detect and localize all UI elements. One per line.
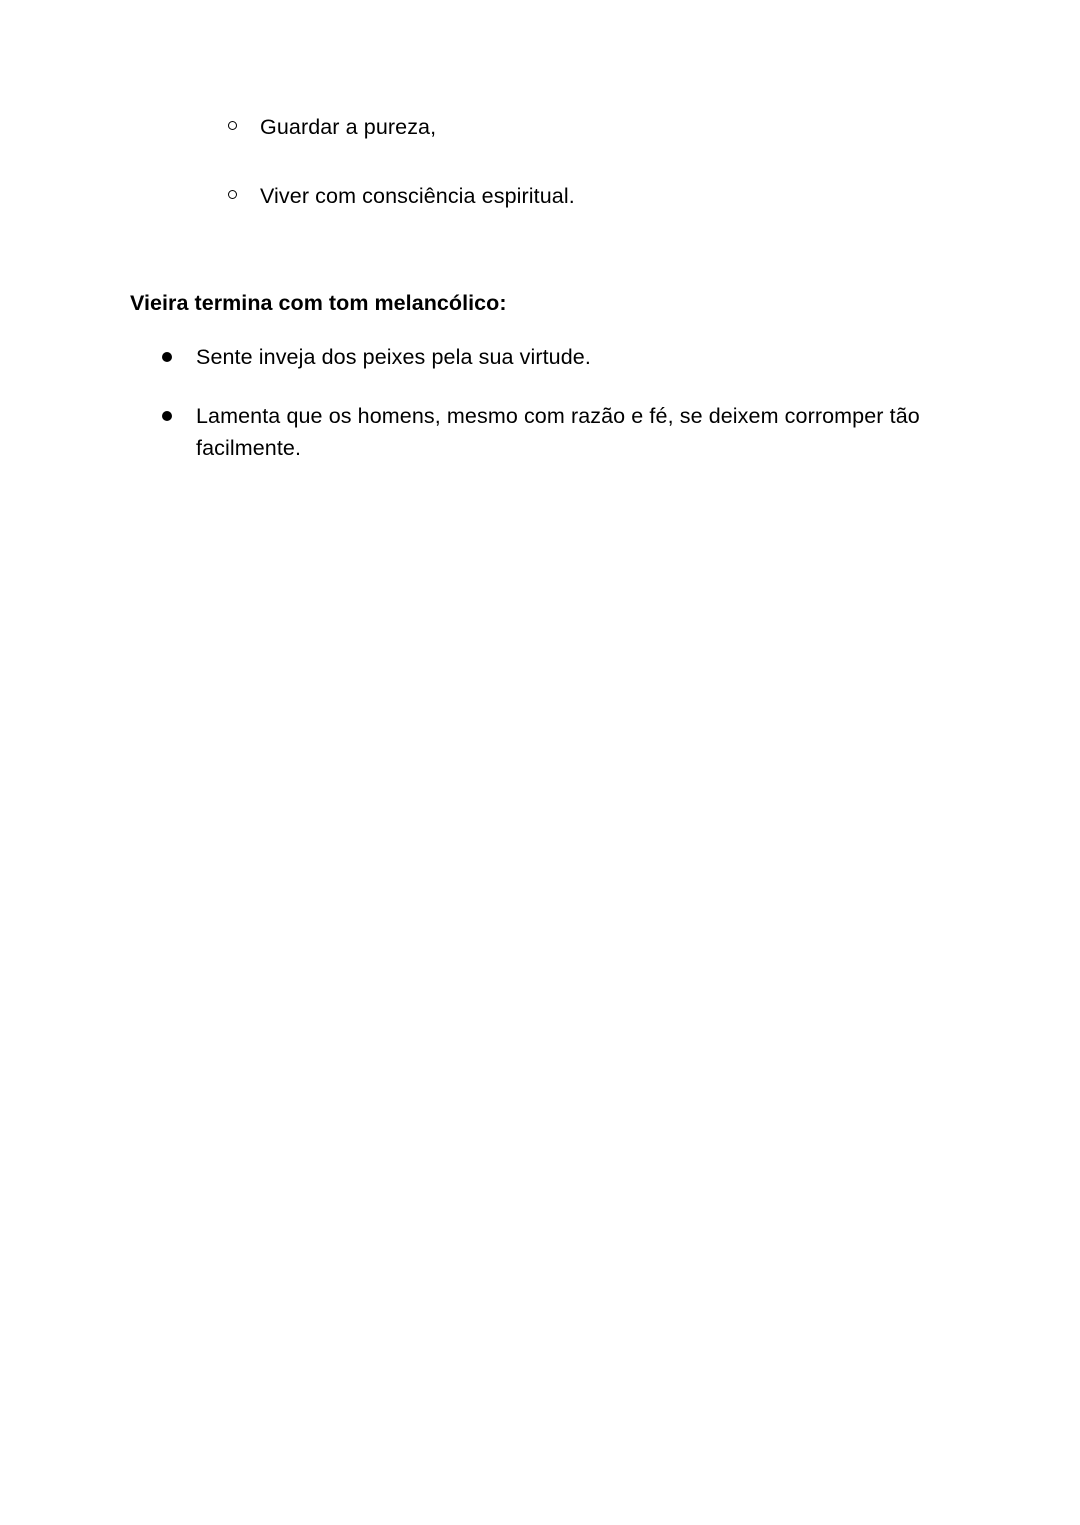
sub-bullet-list	[130, 112, 950, 212]
disc-bullet-icon	[162, 352, 172, 362]
list-item-text: Lamenta que os homens, mesmo com razão e fé, se deixem corromper tão facilmente.	[196, 404, 920, 460]
document-content	[130, 112, 950, 492]
section-heading: Vieira termina com tom melancólico:	[130, 291, 507, 316]
list-item-text: Viver com consciência espiritual.	[260, 184, 575, 209]
list-item-text: Sente inveja dos peixes pela sua virtude.	[196, 344, 591, 369]
hollow-bullet-icon	[228, 121, 237, 130]
list-item	[130, 112, 950, 143]
hollow-bullet-icon	[228, 190, 237, 199]
disc-bullet-icon	[162, 411, 172, 421]
list-item	[130, 181, 950, 212]
list-item	[130, 401, 950, 464]
main-bullet-list	[130, 342, 950, 465]
list-item-text: Guardar a pureza,	[260, 115, 437, 139]
list-item	[130, 342, 950, 374]
spacer	[130, 320, 950, 342]
spacer	[130, 250, 950, 288]
